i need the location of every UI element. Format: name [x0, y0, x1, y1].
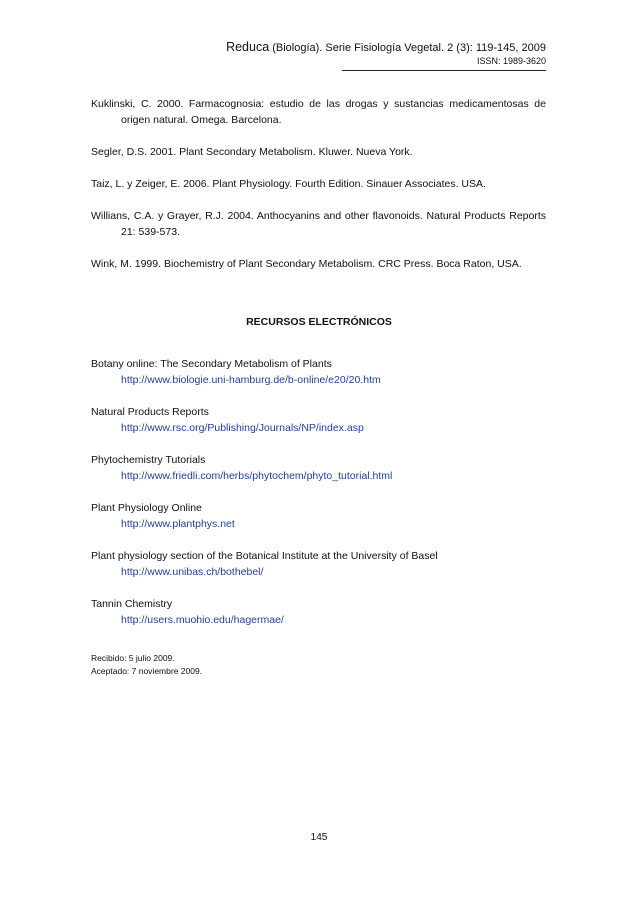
resource-item [91, 452, 561, 484]
resource-title: Botany online: The Secondary Metabolism of Plants [91, 358, 332, 370]
journal-series: (Biología). Serie Fisiología Vegetal. [272, 42, 445, 54]
header-divider [342, 70, 546, 71]
resource-link[interactable]: http://www.unibas.ch/bothebel/ [121, 566, 264, 578]
reference-item: Wink, M. 1999. Biochemistry of Plant Secondary Metabolism. CRC Press. Boca Raton, USA. [91, 258, 522, 270]
resource-title: Natural Products Reports [91, 406, 209, 418]
resource-link[interactable]: http://www.rsc.org/Publishing/Journals/NP/index.asp [121, 422, 364, 434]
resource-title: Tannin Chemistry [91, 598, 173, 610]
received-date: Recibido: 5 julio 2009. [91, 653, 175, 663]
resource-link[interactable]: http://users.muohio.edu/hagermae/ [121, 614, 284, 626]
resource-title: Plant Physiology Online [91, 502, 202, 514]
section-title: RECURSOS ELECTRÓNICOS [246, 316, 392, 328]
journal-issue: 2 (3): 119-145, 2009 [447, 42, 546, 54]
resource-link[interactable]: http://www.biologie.uni-hamburg.de/b-online/e20/20.htm [121, 374, 381, 386]
resource-title: Phytochemistry Tutorials [91, 454, 206, 466]
resource-link[interactable]: http://www.plantphys.net [121, 518, 235, 530]
resource-item [91, 596, 561, 628]
running-header [226, 40, 546, 55]
reference-item: Segler, D.S. 2001. Plant Secondary Metabolism. Kluwer. Nueva York. [91, 146, 413, 158]
resource-item [91, 548, 561, 580]
references-list [91, 96, 546, 272]
journal-name: Reduca [226, 40, 270, 54]
header-citation [226, 40, 546, 55]
reference-item: Taiz, L. y Zeiger, E. 2006. Plant Physiology. Fourth Edition. Sinauer Associates. USA. [91, 178, 486, 190]
reference-item: Willians, C.A. y Grayer, R.J. 2004. Anthocyanins and other flavonoids. Natural Products Reports 21: 539-573. [91, 210, 546, 238]
issn: ISSN: 1989-3620 [476, 56, 546, 66]
resource-item [91, 500, 561, 532]
article-dates [91, 652, 202, 678]
electronic-resources-list [91, 356, 561, 644]
resource-item [91, 356, 561, 388]
accepted-date: Aceptado: 7 noviembre 2009. [91, 666, 203, 676]
reference-item: Kuklinski, C. 2000. Farmacognosia: estudio de las drogas y sustancias medicamentosas de origen natural. Omega. Barcelona. [91, 98, 546, 126]
resource-link[interactable]: http://www.friedli.com/herbs/phytochem/phyto_tutorial.html [121, 470, 393, 482]
resource-title: Plant physiology section of the Botanical Institute at the University of Basel [91, 550, 438, 562]
resource-item [91, 404, 561, 436]
page-number: 145 [310, 832, 328, 843]
